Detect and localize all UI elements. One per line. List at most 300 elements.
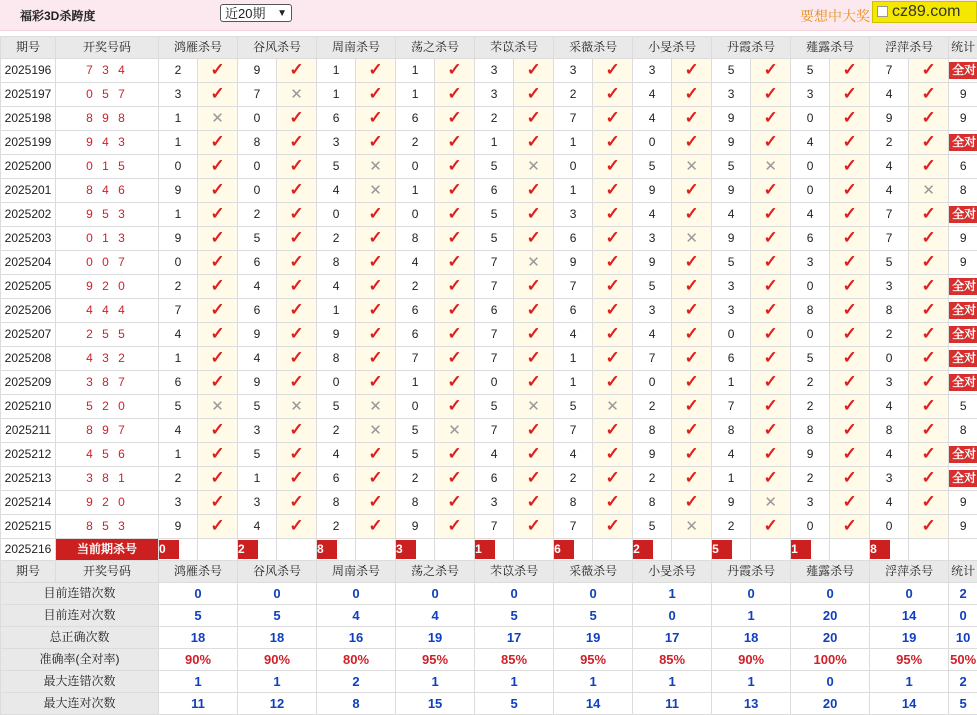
- check-icon: ✓: [922, 108, 936, 127]
- logo-square-icon: [877, 6, 888, 17]
- table-header-row: [1, 561, 977, 583]
- result-cell: [435, 323, 475, 347]
- result-cell: [356, 203, 396, 227]
- check-icon: ✓: [447, 348, 461, 367]
- chevron-down-icon: ▼: [277, 5, 287, 23]
- result-cell: [514, 107, 554, 131]
- current-kill-cell: [633, 539, 672, 561]
- result-cell: [514, 227, 554, 251]
- kill-number-cell: 9: [791, 443, 830, 467]
- total-cell: [949, 179, 977, 203]
- result-cell: [751, 443, 791, 467]
- kill-number-cell: 4: [870, 179, 909, 203]
- header-period: 期号: [1, 37, 56, 59]
- period-range-select[interactable]: [220, 4, 292, 22]
- kill-number-cell: 7: [554, 107, 593, 131]
- stat-value: 90%: [159, 649, 238, 671]
- current-kill-spacer: [672, 539, 712, 561]
- page-title: 福彩3D杀跨度: [20, 7, 95, 24]
- result-cell: [356, 59, 396, 83]
- result-cell: [672, 299, 712, 323]
- result-cell: [830, 347, 870, 371]
- result-cell: [830, 155, 870, 179]
- kill-number-cell: 8: [317, 347, 356, 371]
- kill-number-cell: 7: [238, 83, 277, 107]
- check-icon: ✓: [289, 228, 303, 247]
- kill-number-cell: 0: [317, 371, 356, 395]
- period-cell: 2025215: [1, 515, 56, 539]
- check-icon: ✓: [289, 108, 303, 127]
- check-icon: ✓: [922, 252, 936, 271]
- result-cell: [593, 227, 633, 251]
- kill-number-cell: 5: [475, 395, 514, 419]
- check-icon: ✓: [843, 492, 857, 511]
- current-kill-cell: [870, 539, 909, 561]
- check-icon: ✓: [368, 324, 382, 343]
- result-cell: [435, 299, 475, 323]
- check-icon: ✓: [289, 300, 303, 319]
- kill-number-cell: 3: [238, 491, 277, 515]
- period-cell: 2025201: [1, 179, 56, 203]
- check-icon: ✓: [289, 348, 303, 367]
- result-cell: [514, 155, 554, 179]
- kill-number-cell: 0: [791, 179, 830, 203]
- check-icon: ✓: [447, 84, 461, 103]
- check-icon: ✓: [289, 276, 303, 295]
- stat-label: 最大连错次数: [1, 671, 159, 693]
- total-cell: [949, 107, 977, 131]
- check-icon: ✓: [526, 132, 540, 151]
- result-cell: [830, 59, 870, 83]
- kill-number-cell: 0: [475, 371, 514, 395]
- kill-number-cell: 0: [238, 179, 277, 203]
- result-cell: [514, 371, 554, 395]
- result-cell: [909, 371, 949, 395]
- check-icon: ✓: [605, 156, 619, 175]
- period-cell: 2025214: [1, 491, 56, 515]
- kill-number-cell: 4: [791, 203, 830, 227]
- result-cell: [593, 323, 633, 347]
- result-cell: [909, 467, 949, 491]
- kill-number-cell: 3: [791, 251, 830, 275]
- result-cell: [672, 419, 712, 443]
- current-kill-number: 6: [554, 540, 574, 559]
- result-cell: [751, 59, 791, 83]
- result-cell: [593, 347, 633, 371]
- kill-number-cell: 3: [159, 83, 198, 107]
- kill-number-cell: 5: [712, 59, 751, 83]
- total-value: 全对: [949, 350, 977, 367]
- total-value: 9: [960, 255, 967, 269]
- stat-total: 5: [949, 693, 977, 715]
- check-icon: ✓: [289, 156, 303, 175]
- check-icon: ✓: [843, 396, 857, 415]
- cross-icon: ✕: [369, 398, 382, 415]
- check-icon: ✓: [210, 228, 224, 247]
- check-icon: ✓: [289, 180, 303, 199]
- kill-number-cell: 3: [475, 59, 514, 83]
- draw-number-cell: 8 9 7: [56, 419, 159, 443]
- kill-number-cell: 2: [633, 395, 672, 419]
- kill-number-cell: 4: [317, 275, 356, 299]
- result-cell: [198, 179, 238, 203]
- result-cell: [277, 395, 317, 419]
- current-kill-number: 1: [475, 540, 495, 559]
- kill-number-cell: 8: [317, 491, 356, 515]
- result-cell: [909, 419, 949, 443]
- result-cell: [909, 275, 949, 299]
- check-icon: ✓: [843, 420, 857, 439]
- total-value: 全对: [949, 326, 977, 343]
- check-icon: ✓: [922, 444, 936, 463]
- total-cell: [949, 515, 977, 539]
- stat-value: 0: [712, 583, 791, 605]
- check-icon: ✓: [605, 204, 619, 223]
- current-kill-spacer: [435, 539, 475, 561]
- result-cell: [909, 395, 949, 419]
- result-cell: [751, 227, 791, 251]
- header-expert: 小旻杀号: [633, 561, 712, 583]
- period-cell: 2025199: [1, 131, 56, 155]
- result-cell: [593, 419, 633, 443]
- stat-total: 50%: [949, 649, 977, 671]
- kill-number-cell: 2: [317, 419, 356, 443]
- kill-number-cell: 4: [712, 203, 751, 227]
- kill-number-cell: 3: [554, 203, 593, 227]
- kill-number-cell: 0: [396, 203, 435, 227]
- kill-number-cell: 0: [396, 395, 435, 419]
- kill-number-cell: 1: [554, 347, 593, 371]
- header-expert: 采薇杀号: [554, 561, 633, 583]
- result-cell: [435, 347, 475, 371]
- result-cell: [593, 107, 633, 131]
- stat-value: 19: [396, 627, 475, 649]
- result-cell: [751, 347, 791, 371]
- result-cell: [514, 131, 554, 155]
- current-kill-cell: [317, 539, 356, 561]
- kill-number-cell: 9: [712, 227, 751, 251]
- check-icon: ✓: [684, 60, 698, 79]
- check-icon: ✓: [368, 84, 382, 103]
- slogan-text: 要想中大奖: [800, 6, 870, 26]
- period-cell: 2025197: [1, 83, 56, 107]
- stat-value: 1: [159, 671, 238, 693]
- check-icon: ✓: [843, 84, 857, 103]
- header-expert: 丹霞杀号: [712, 561, 791, 583]
- total-cell: [949, 347, 977, 371]
- period-cell: 2025213: [1, 467, 56, 491]
- result-cell: [198, 443, 238, 467]
- table-header-row: [1, 37, 977, 59]
- draw-number-cell: 8 9 8: [56, 107, 159, 131]
- stat-total: 0: [949, 605, 977, 627]
- kill-number-cell: 5: [317, 395, 356, 419]
- result-cell: [277, 443, 317, 467]
- total-cell: [949, 59, 977, 83]
- result-cell: [672, 131, 712, 155]
- kill-number-cell: 6: [475, 179, 514, 203]
- result-cell: [277, 227, 317, 251]
- header-expert: 小旻杀号: [633, 37, 712, 59]
- kill-number-cell: 7: [554, 515, 593, 539]
- total-value: 6: [960, 159, 967, 173]
- result-cell: [593, 59, 633, 83]
- current-kill-number: 0: [159, 540, 179, 559]
- check-icon: ✓: [210, 372, 224, 391]
- current-kill-spacer: [751, 539, 791, 561]
- check-icon: ✓: [922, 492, 936, 511]
- check-icon: ✓: [605, 372, 619, 391]
- result-cell: [277, 515, 317, 539]
- stat-label: 准确率(全对率): [1, 649, 159, 671]
- result-cell: [830, 515, 870, 539]
- result-cell: [672, 83, 712, 107]
- kill-number-cell: 4: [317, 443, 356, 467]
- result-cell: [514, 83, 554, 107]
- check-icon: ✓: [210, 300, 224, 319]
- current-period-row: [1, 539, 977, 561]
- result-cell: [435, 179, 475, 203]
- stat-value: 95%: [870, 649, 949, 671]
- result-cell: [277, 83, 317, 107]
- cross-icon: ✕: [764, 494, 777, 511]
- result-cell: [672, 155, 712, 179]
- result-cell: [198, 323, 238, 347]
- kill-number-cell: 4: [870, 443, 909, 467]
- kill-number-cell: 7: [475, 419, 514, 443]
- check-icon: ✓: [922, 300, 936, 319]
- result-cell: [198, 371, 238, 395]
- check-icon: ✓: [526, 276, 540, 295]
- result-cell: [514, 203, 554, 227]
- total-cell: [949, 203, 977, 227]
- result-cell: [514, 275, 554, 299]
- kill-number-cell: 8: [870, 299, 909, 323]
- kill-number-cell: 4: [396, 251, 435, 275]
- check-icon: ✓: [843, 132, 857, 151]
- kill-number-cell: 7: [159, 299, 198, 323]
- result-cell: [435, 203, 475, 227]
- stat-value: 0: [475, 583, 554, 605]
- result-cell: [356, 395, 396, 419]
- current-total-cell: [949, 539, 977, 561]
- check-icon: ✓: [843, 252, 857, 271]
- kill-number-cell: 8: [712, 419, 751, 443]
- kill-number-cell: 6: [554, 227, 593, 251]
- result-cell: [830, 179, 870, 203]
- header-expert: 芣苡杀号: [475, 37, 554, 59]
- kill-number-cell: 4: [238, 347, 277, 371]
- current-kill-number: 5: [712, 540, 732, 559]
- result-cell: [435, 467, 475, 491]
- current-kill-cell: [554, 539, 593, 561]
- kill-number-cell: 1: [712, 467, 751, 491]
- kill-number-cell: 9: [712, 107, 751, 131]
- result-cell: [277, 275, 317, 299]
- result-cell: [277, 251, 317, 275]
- kill-number-cell: 3: [475, 491, 514, 515]
- stat-value: 5: [554, 605, 633, 627]
- stat-value: 0: [159, 583, 238, 605]
- kill-number-cell: 9: [712, 491, 751, 515]
- draw-number-cell: 3 8 7: [56, 371, 159, 395]
- kill-number-cell: 4: [633, 323, 672, 347]
- header-expert: 荡之杀号: [396, 561, 475, 583]
- check-icon: ✓: [684, 252, 698, 271]
- kill-number-cell: 8: [396, 227, 435, 251]
- stat-value: 90%: [238, 649, 317, 671]
- result-cell: [277, 203, 317, 227]
- stat-row: [1, 627, 977, 649]
- result-cell: [198, 59, 238, 83]
- kill-number-cell: 7: [870, 203, 909, 227]
- kill-number-cell: 5: [475, 227, 514, 251]
- check-icon: ✓: [605, 516, 619, 535]
- total-value: 全对: [949, 302, 977, 319]
- result-cell: [830, 275, 870, 299]
- result-cell: [514, 59, 554, 83]
- kill-number-cell: 4: [238, 515, 277, 539]
- period-cell: 2025202: [1, 203, 56, 227]
- result-cell: [830, 227, 870, 251]
- kill-number-cell: 8: [396, 491, 435, 515]
- current-kill-cell: [159, 539, 198, 561]
- check-icon: ✓: [684, 132, 698, 151]
- stat-value: 1: [870, 671, 949, 693]
- logo-text: cz89.com: [892, 3, 960, 20]
- kill-number-cell: 9: [159, 515, 198, 539]
- stat-value: 85%: [475, 649, 554, 671]
- total-value: 全对: [949, 374, 977, 391]
- check-icon: ✓: [447, 396, 461, 415]
- kill-number-cell: 9: [238, 323, 277, 347]
- stat-value: 0: [396, 583, 475, 605]
- kill-number-cell: 3: [317, 131, 356, 155]
- result-cell: [356, 491, 396, 515]
- kill-number-cell: 4: [633, 107, 672, 131]
- draw-number-cell: 3 8 1: [56, 467, 159, 491]
- check-icon: ✓: [684, 468, 698, 487]
- check-icon: ✓: [526, 324, 540, 343]
- result-cell: [751, 155, 791, 179]
- kill-number-cell: 9: [633, 443, 672, 467]
- check-icon: ✓: [368, 204, 382, 223]
- result-cell: [593, 299, 633, 323]
- result-cell: [830, 467, 870, 491]
- kill-number-cell: 0: [554, 155, 593, 179]
- result-cell: [909, 443, 949, 467]
- kill-number-cell: 7: [396, 347, 435, 371]
- result-cell: [830, 491, 870, 515]
- check-icon: ✓: [210, 420, 224, 439]
- kill-number-cell: 5: [712, 251, 751, 275]
- kill-number-cell: 0: [791, 107, 830, 131]
- result-cell: [277, 467, 317, 491]
- result-cell: [751, 419, 791, 443]
- kill-number-cell: 0: [791, 323, 830, 347]
- check-icon: ✓: [289, 468, 303, 487]
- check-icon: ✓: [684, 348, 698, 367]
- result-cell: [909, 227, 949, 251]
- result-cell: [435, 251, 475, 275]
- check-icon: ✓: [210, 132, 224, 151]
- check-icon: ✓: [368, 372, 382, 391]
- check-icon: ✓: [763, 468, 777, 487]
- table-row: [1, 347, 977, 371]
- result-cell: [830, 203, 870, 227]
- check-icon: ✓: [289, 492, 303, 511]
- result-cell: [751, 467, 791, 491]
- cross-icon: ✕: [211, 110, 224, 127]
- check-icon: ✓: [447, 132, 461, 151]
- draw-number-cell: 2 5 5: [56, 323, 159, 347]
- result-cell: [672, 251, 712, 275]
- current-kill-number: 8: [317, 540, 337, 559]
- check-icon: ✓: [922, 156, 936, 175]
- stat-value: 15: [396, 693, 475, 715]
- kill-number-cell: 9: [712, 131, 751, 155]
- kill-number-cell: 5: [633, 515, 672, 539]
- kill-number-cell: 5: [870, 251, 909, 275]
- kill-number-cell: 2: [475, 107, 514, 131]
- header-expert: 周南杀号: [317, 37, 396, 59]
- site-logo[interactable]: [872, 1, 977, 23]
- result-cell: [830, 371, 870, 395]
- header-period: 期号: [1, 561, 56, 583]
- header-expert: 荡之杀号: [396, 37, 475, 59]
- stat-value: 0: [791, 671, 870, 693]
- kill-number-cell: 1: [712, 371, 751, 395]
- result-cell: [277, 371, 317, 395]
- total-value: 全对: [949, 470, 977, 487]
- check-icon: ✓: [210, 252, 224, 271]
- stat-value: 11: [159, 693, 238, 715]
- check-icon: ✓: [526, 372, 540, 391]
- kill-number-cell: 5: [238, 395, 277, 419]
- check-icon: ✓: [605, 252, 619, 271]
- check-icon: ✓: [763, 420, 777, 439]
- kill-number-cell: 1: [159, 203, 198, 227]
- check-icon: ✓: [684, 180, 698, 199]
- stat-value: 2: [317, 671, 396, 693]
- result-cell: [435, 83, 475, 107]
- check-icon: ✓: [210, 348, 224, 367]
- result-cell: [277, 155, 317, 179]
- table-row: [1, 395, 977, 419]
- check-icon: ✓: [368, 60, 382, 79]
- result-cell: [909, 299, 949, 323]
- check-icon: ✓: [763, 132, 777, 151]
- draw-number-cell: 0 1 5: [56, 155, 159, 179]
- check-icon: ✓: [843, 156, 857, 175]
- kill-number-cell: 6: [475, 299, 514, 323]
- result-cell: [909, 347, 949, 371]
- check-icon: ✓: [922, 468, 936, 487]
- result-cell: [830, 107, 870, 131]
- check-icon: ✓: [447, 228, 461, 247]
- stat-value: 11: [633, 693, 712, 715]
- result-cell: [830, 443, 870, 467]
- result-cell: [909, 323, 949, 347]
- table-row: [1, 59, 977, 83]
- result-cell: [514, 179, 554, 203]
- total-cell: [949, 419, 977, 443]
- result-cell: [435, 59, 475, 83]
- table-row: [1, 275, 977, 299]
- stat-value: 14: [870, 693, 949, 715]
- stat-total: 2: [949, 671, 977, 693]
- kill-number-cell: 3: [870, 275, 909, 299]
